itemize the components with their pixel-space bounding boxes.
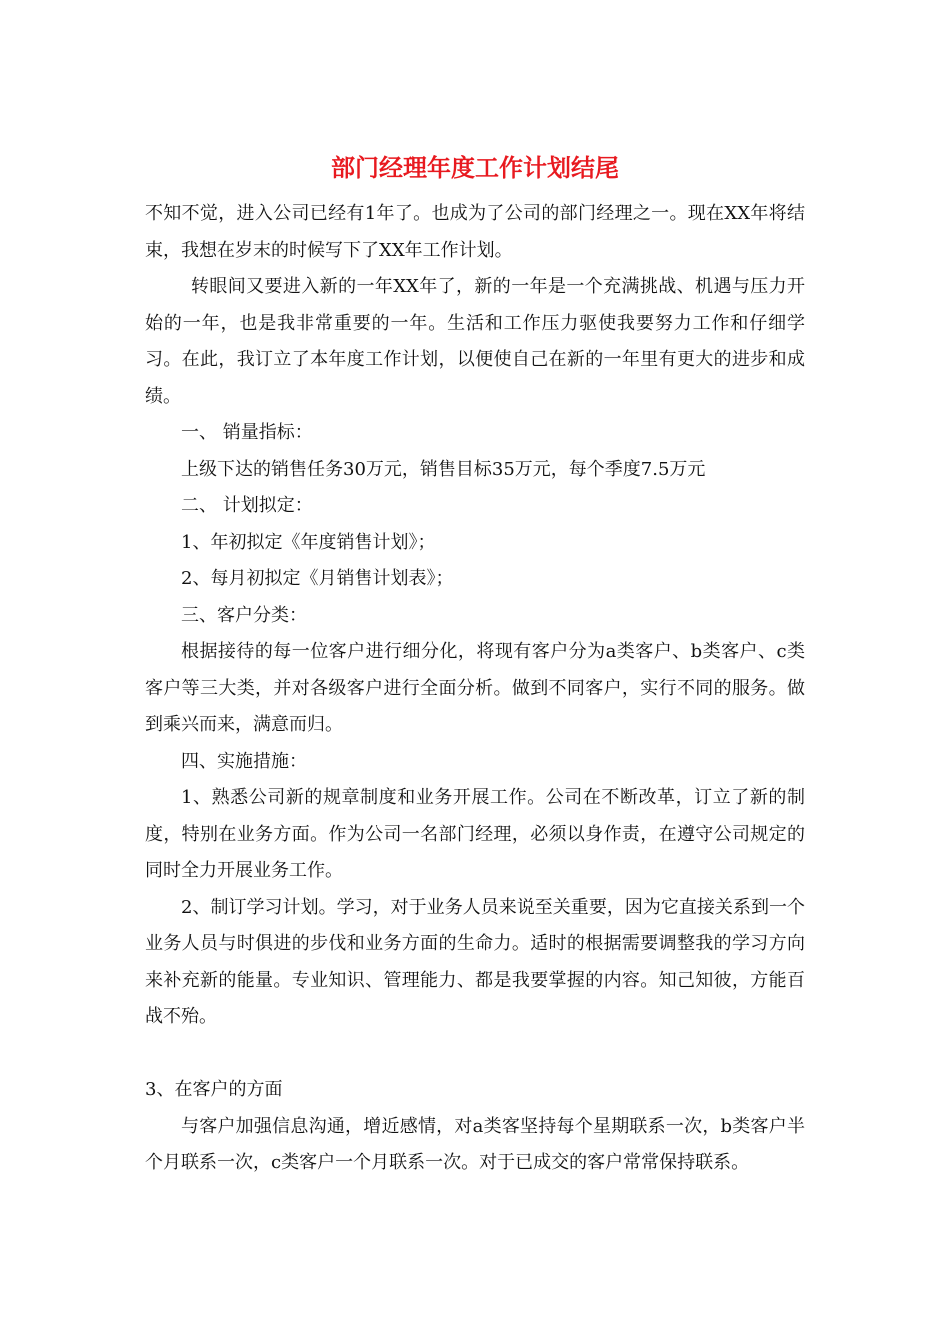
blank-line <box>145 1036 805 1073</box>
paragraph-measure-2: 2、制订学习计划。学习，对于业务人员来说至关重要，因为它直接关系到一个业务人员与时俱进的步伐和业务方面的生命力。适时的根据需要调整我的学习方向来补充新的能量。专业知识、管理能力、都是我要掌握的内容。知己知彼，方能百战不殆。 <box>145 896 805 1027</box>
paragraph-customer-aspect: 与客户加强信息沟通，增近感情，对a类客坚持每个星期联系一次，b类客户半个月联系一次，c类客户一个月联系一次。对于已成交的客户常常保持联系。 <box>145 1115 805 1173</box>
paragraph-plan-2: 2、每月初拟定《月销售计划表》； <box>181 568 454 589</box>
paragraph-intro: 不知不觉，进入公司已经有1年了。也成为了公司的部门经理之一。现在XX年将结束，我想在岁末的时候写下了XX年工作计划。 <box>145 203 805 261</box>
heading-measures: 四、实施措施： <box>181 750 307 772</box>
paragraph-customer-class: 根据接待的每一位客户进行细分化，将现有客户分为a类客户、b类客户、c类客户等三大类，并对各级客户进行全面分析。做到不同客户，实行不同的服务。做到乘兴而来，满意而归。 <box>145 641 805 735</box>
paragraph-new-year: 转眼间又要进入新的一年XX年了，新的一年是一个充满挑战、机遇与压力开始的一年，也是我非常重要的一年。生活和工作压力驱使我要努力工作和仔细学习。在此，我订立了本年度工作计划，以便使自己在新的一年里有更大的进步和成绩。 <box>145 276 805 407</box>
paragraph-plan-1: 1、年初拟定《年度销售计划》； <box>181 531 436 553</box>
heading-customer-aspect: 3、在客户的方面 <box>145 1079 283 1100</box>
heading-plan: 二、 计划拟定： <box>181 495 313 516</box>
paragraph-measure-1: 1、熟悉公司新的规章制度和业务开展工作。公司在不断改革，订立了新的制度，特别在业务方面。作为公司一名部门经理，必须以身作责，在遵守公司规定的同时全力开展业务工作。 <box>145 787 805 881</box>
paragraph-sales-target: 上级下达的销售任务30万元，销售目标35万元，每个季度7.5万元 <box>181 458 706 480</box>
heading-sales-target: 一、 销量指标： <box>181 422 313 443</box>
document-title: 部门经理年度工作计划结尾 <box>331 154 619 182</box>
document-body <box>145 196 805 1182</box>
heading-customer-class: 三、客户分类： <box>181 604 307 626</box>
